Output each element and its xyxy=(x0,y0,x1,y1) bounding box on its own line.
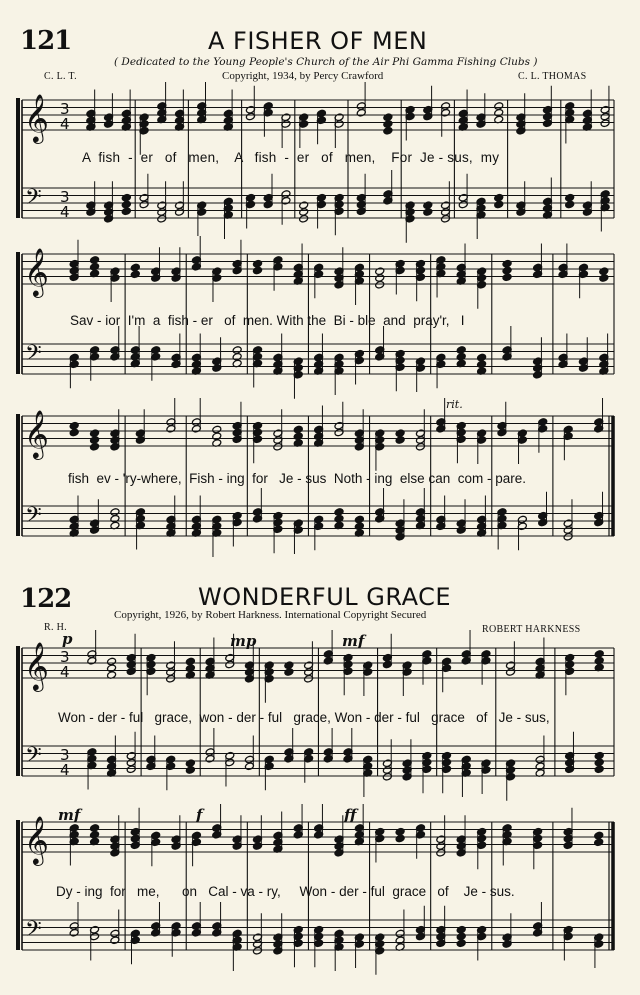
note-head xyxy=(90,442,100,451)
note-head xyxy=(494,108,504,117)
hymn-dedication: ( Dedicated to the Young People's Church of the Air Phi Gamma Fishing Clubs ) xyxy=(114,56,538,68)
note-head xyxy=(354,515,364,524)
dynamic-marking: ff xyxy=(344,806,357,824)
note-head xyxy=(90,256,100,265)
copyright-notice: Copyright, 1934, by Percy Crawford xyxy=(222,70,384,82)
system-brace xyxy=(16,252,20,374)
note-head xyxy=(253,266,263,275)
time-signature: 4 xyxy=(60,663,70,681)
note-head xyxy=(232,346,242,355)
note-head xyxy=(334,514,344,523)
treble-clef-icon: 𝄞 xyxy=(24,815,49,864)
note-head xyxy=(395,429,405,438)
dynamic-marking: p xyxy=(62,630,73,648)
hymn-title: WONDERFUL GRACE xyxy=(198,583,451,611)
note-head xyxy=(494,193,504,202)
lyric-line: Won - der - ful grace, won - der - ful grace, Won - der - ful grace of Je - sus, xyxy=(58,710,550,725)
note-head xyxy=(185,759,195,768)
note-head xyxy=(423,208,433,217)
dynamic-marking: mp xyxy=(230,632,257,650)
note-head xyxy=(90,262,100,271)
note-head xyxy=(284,661,294,670)
note-head xyxy=(299,201,309,210)
composer-credit: C. L. THOMAS xyxy=(518,71,587,82)
note-head xyxy=(299,214,309,223)
note-head xyxy=(456,346,466,355)
note-head xyxy=(502,266,512,275)
note-head xyxy=(107,664,117,673)
time-signature: 4 xyxy=(60,115,70,133)
note-head xyxy=(107,657,117,666)
composer-credit: ROBERT HARKNESS xyxy=(482,624,581,635)
note-head xyxy=(383,120,393,129)
note-head xyxy=(456,932,466,941)
note-head xyxy=(121,200,131,209)
time-signature: 4 xyxy=(60,761,70,779)
time-signature: 4 xyxy=(60,203,70,221)
note-head xyxy=(130,270,140,279)
note-head xyxy=(502,259,512,268)
note-head xyxy=(110,508,120,517)
bass-clef-icon: 𝄢 xyxy=(25,503,42,533)
dynamic-marking: f xyxy=(196,806,203,824)
note-head xyxy=(185,664,195,673)
note-head xyxy=(502,273,512,282)
dynamic-marking: mf xyxy=(342,632,365,650)
treble-clef-icon: 𝄞 xyxy=(24,641,49,690)
bass-clef-icon: 𝄢 xyxy=(25,917,42,947)
note-head xyxy=(423,201,433,210)
lyricist-credit: R. H. xyxy=(44,622,67,633)
note-head xyxy=(90,830,100,839)
system-brace xyxy=(16,646,20,776)
note-head xyxy=(130,263,140,272)
note-head xyxy=(565,193,575,202)
note-head xyxy=(185,657,195,666)
note-head xyxy=(477,360,487,369)
note-head xyxy=(594,838,604,847)
system-brace xyxy=(16,414,20,536)
note-head xyxy=(456,939,466,948)
time-signature: 3 xyxy=(60,648,70,666)
note-head xyxy=(284,668,294,677)
note-head xyxy=(121,207,131,216)
system-brace xyxy=(16,820,20,950)
dynamic-marking: mf xyxy=(58,806,81,824)
time-signature: 3 xyxy=(60,188,70,206)
note-head xyxy=(494,200,504,209)
note-head xyxy=(232,352,242,361)
note-head xyxy=(90,824,100,833)
note-head xyxy=(599,274,609,283)
note-head xyxy=(395,834,405,843)
note-head xyxy=(395,436,405,445)
note-head xyxy=(594,650,604,659)
note-head xyxy=(594,765,604,774)
note-head xyxy=(477,353,487,362)
note-head xyxy=(383,126,393,135)
lyric-line: A fish - er of men, A fish - er of men, For Je - sus, my xyxy=(82,150,500,165)
note-head xyxy=(594,831,604,840)
note-head xyxy=(565,200,575,209)
time-signature: 3 xyxy=(60,100,70,118)
note-head xyxy=(253,259,263,268)
note-head xyxy=(594,758,604,767)
note-head xyxy=(299,208,309,217)
note-head xyxy=(599,267,609,276)
lyric-line: fish ev - 'ry-where, Fish - ing for Je - sus Noth - ing else can com - pare. xyxy=(68,471,526,486)
hymn-number: 122 xyxy=(20,584,72,614)
bass-clef-icon: 𝄢 xyxy=(25,341,42,371)
copyright-notice: Copyright, 1926, by Robert Harkness. International Copyright Secured xyxy=(114,609,427,621)
bass-clef-icon: 𝄢 xyxy=(25,185,42,215)
note-head xyxy=(383,113,393,122)
lyric-line: Sav - ior I'm a fish - er of men. With the Bi - ble and pray'r, I xyxy=(70,313,465,328)
note-head xyxy=(375,274,385,283)
bass-clef-icon: 𝄢 xyxy=(25,743,42,773)
note-head xyxy=(594,751,604,760)
note-head xyxy=(90,429,100,438)
hymn-number: 121 xyxy=(20,26,72,56)
time-signature: 3 xyxy=(60,746,70,764)
note-head xyxy=(456,925,466,934)
note-head xyxy=(594,656,604,665)
hymn-title: A FISHER OF MEN xyxy=(208,27,428,55)
note-head xyxy=(293,432,303,441)
note-head xyxy=(494,102,504,111)
tempo-marking: rit. xyxy=(446,398,463,411)
note-head xyxy=(110,514,120,523)
system-brace xyxy=(16,98,20,218)
note-head xyxy=(395,827,405,836)
lyric-line: Dy - ing for me, on Cal - va - ry, Won - der - ful grace of Je - sus. xyxy=(56,884,515,899)
note-head xyxy=(456,352,466,361)
treble-clef-icon: 𝄞 xyxy=(24,247,49,296)
note-head xyxy=(354,522,364,531)
note-head xyxy=(212,432,222,441)
note-head xyxy=(334,508,344,517)
note-head xyxy=(293,425,303,434)
note-head xyxy=(185,766,195,775)
treble-clef-icon: 𝄞 xyxy=(24,409,49,458)
note-head xyxy=(90,436,100,445)
treble-clef-icon: 𝄞 xyxy=(24,93,49,142)
note-head xyxy=(375,267,385,276)
lyricist-credit: C. L. T. xyxy=(44,71,77,82)
note-head xyxy=(212,425,222,434)
note-head xyxy=(375,280,385,289)
note-head xyxy=(121,193,131,202)
note-head xyxy=(69,428,79,437)
note-head xyxy=(69,421,79,430)
